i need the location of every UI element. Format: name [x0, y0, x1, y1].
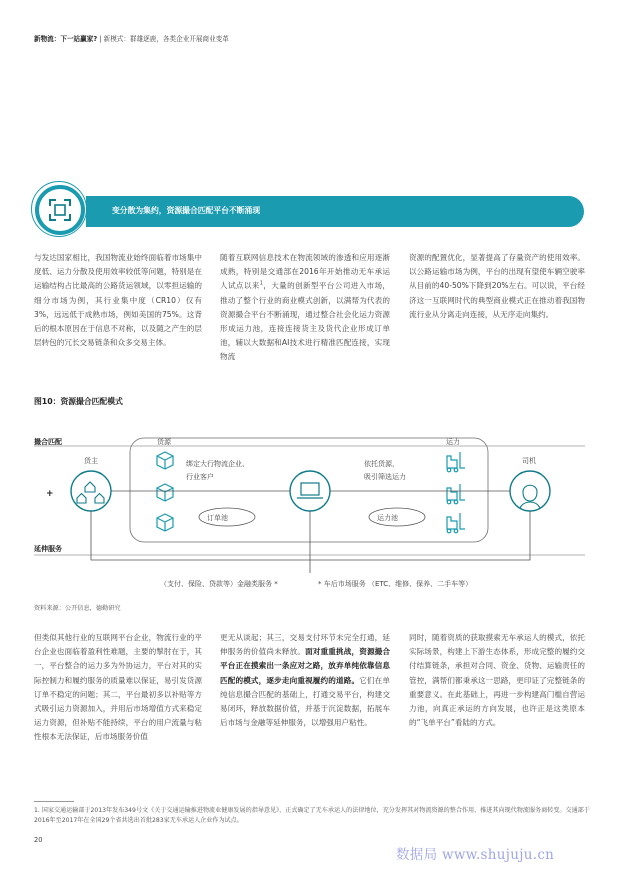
- header-separator: |: [99, 35, 102, 43]
- label-driver: 司机: [522, 457, 536, 465]
- body-column-2: [220, 251, 390, 365]
- label-rely-1: 依托货源，: [364, 460, 399, 468]
- platform-node: [290, 471, 330, 511]
- cube-icon: [157, 452, 173, 469]
- label-shipper: 货主: [84, 457, 98, 465]
- label-plus: +: [46, 489, 54, 499]
- label-rely-2: 吸引筛选运力: [364, 473, 406, 481]
- running-header: [34, 33, 229, 43]
- body-column-4: 但类似其他行业的互联网平台企业，物流行业的平台企业也面临着盈利性难题，主要的掣肘在于，其一，平台整合的运力多为外协运力，平台对其的实际控制力和履约服务的质量难以保证，易引发货源订单不稳定的问题；其二，平台最初多以补贴等方式吸引运力资源加入，并用后市场增值方式来稳定运力资源，但补贴不能持续，平台的用户流量与粘性根本无法保证，后市场服务价值: [34, 633, 202, 742]
- matching-model-diagram: [0, 410, 620, 602]
- header-title: 新物流：下一站赢家?: [34, 35, 98, 43]
- label-match: 撮合匹配: [34, 438, 62, 446]
- label-extend: 延伸服务: [34, 545, 62, 553]
- driver-node: [510, 471, 550, 511]
- forklift-icon: [447, 484, 465, 504]
- body-text: 它们在单纯信息撮合匹配的基础上，打通交易平台，构建交易闭环，释放数据价值，并基于沉淀数据，拓展车后市场与金融等延伸服务，以增强用户粘性。: [220, 675, 390, 728]
- cube-icon: [157, 484, 173, 501]
- label-aftermarket: * 车后市场服务 （ETC、维修、保养、二手车等）: [318, 580, 473, 588]
- finance-loop: [91, 511, 310, 560]
- section-title: 变分散为集约，资源撮合匹配平台不断涌现: [112, 206, 261, 215]
- label-cargo: 货源: [157, 438, 171, 446]
- body-column-1: 与发达国家相比，我国物流业始终面临着市场集中度低、运力分散及使用效率较低等问题，特别是在运输结构占比最高的公路货运领域，以零担运输的细分市场为例，其行业集中度（CR10）仅有3%，远远低于成熟市场，例如美国的75%。这背后的根本原因在于信息不对称，以及随之产生的层层转包的冗长交易链条和众多交易主体。: [34, 253, 202, 348]
- body-text: 更无从谈起；其三，交易支付环节未完全打通，延伸服务的价值尚未释放。: [220, 633, 390, 657]
- body-text: 随着互联网信息技术在物流领域的渗透和应用逐渐成熟，特别是交通部在2016年开始推动无车承运人试点以来: [220, 253, 390, 291]
- page-number: 20: [34, 836, 43, 844]
- label-capacity: 运力: [446, 438, 460, 446]
- figure-source: 资料来源：公开信息，德勤研究: [34, 605, 121, 612]
- body-column-6: 同时，随着资质的获取摸索无车承运人的模式，依托实际场景，构建上下游生态体系，形成完整的履约交付结算链条，承担对合同、资金、货物、运输责任的管控，满帮们都秉承这一思路，更印证了完整链条的重要意义。在此基础上，再进一步构建高门槛自营运力池，向真正承运的方向发展，也许正是这类原本的“飞单平台”看陆的方式。: [409, 633, 585, 728]
- body-text: ，大量的创新型平台公司进入市场，推动了整个行业的商业模式创新，以满帮为代表的资源撮合平台不断涌现，通过整合社会化运力资源形成运力池，连接连接货主及货代企业形成订单池，辅以大数据和AI技术进行精准匹配连接，实现物流: [220, 281, 390, 362]
- footnote: 1. 国家交通运输部于2013年发布349号文《关于交通运输推进物流业健康发展的指导意见》，正式确定了无车承运人的法律地位，充分发挥其对物流资源的整合作用，推进其向现代物流服务商转变。交通部于2016年至2017年在全国29个省共选出首批283家无车承运人企业作为试点。: [34, 807, 590, 824]
- label-capacity-pool: 运力池: [377, 514, 398, 522]
- figure-title: 图10：资源撮合匹配模式: [34, 397, 123, 406]
- body-column-3: 资源的配置优化，显著提高了存量资产的使用效率。以公路运输市场为例，平台的出现有望使车辆空驶率从目前的40-50%下降到20%左右。可以说，平台经济这一互联网时代的典型商业模式正在推动着我国物流行业从分离走向连接，从无序走向集约。: [409, 253, 585, 319]
- label-bind-2: 行业客户: [186, 473, 214, 481]
- cube-icon: [157, 514, 173, 531]
- body-column-5: [220, 631, 390, 730]
- footnote-divider: [34, 801, 74, 802]
- label-order-pool: 订单池: [207, 514, 228, 522]
- header-subtitle: 新模式：群雄逐鹿，各类企业开展商业变革: [103, 35, 229, 43]
- forklift-icon: [447, 452, 465, 472]
- aftermarket-loop: [310, 511, 530, 560]
- label-bind-1: 绑定大行物流企业、: [186, 460, 249, 468]
- footnote-ref: 1: [259, 280, 263, 287]
- label-finance: （支付、保险、贷款等）金融类服务 *: [160, 580, 278, 588]
- body-text-bold: 面对重重挑战，资源撮合平台正在摸索出一条应对之路，放弃单纯依靠信息匹配的模式，逐步走向重视履约的道路。: [220, 647, 391, 685]
- scan-frame-icon: [32, 182, 88, 238]
- section-icon: [31, 181, 87, 237]
- shipper-node: [71, 471, 111, 511]
- forklift-icon: [447, 513, 465, 533]
- watermark: 数据局 www.shujuju.cn: [396, 847, 555, 863]
